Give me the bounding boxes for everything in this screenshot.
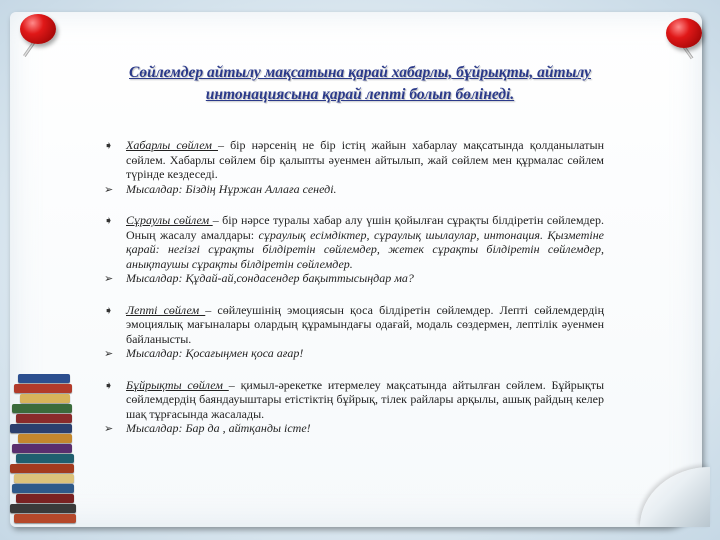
arrowhead-bullet-icon: ➢ xyxy=(104,348,114,360)
arrowhead-bullet-icon: ➢ xyxy=(104,183,114,196)
arrow-bullet-icon: ➧ xyxy=(104,140,114,152)
definition-text xyxy=(126,378,604,422)
example-text: Мысалдар: Қосағыңмен қоса ағар! xyxy=(126,346,304,360)
term: Бұйрықты сөйлем xyxy=(126,377,229,392)
list-item xyxy=(104,421,604,437)
section-imperative xyxy=(104,378,604,437)
definition: – бір нәрсенің не бір істің жайын хабарлау мақсатында қолданылатын сөйлем. Хабарлы сөйлем бір қалыпты әуенмен айтылып, жай сөйлем мен құрмалас сөйлем түрінде кездеседі. xyxy=(126,138,605,181)
arrowhead-bullet-icon: ➢ xyxy=(104,423,114,435)
list-item xyxy=(104,213,604,271)
definition-text xyxy=(126,303,604,347)
arrow-bullet-icon: ➧ xyxy=(104,215,114,227)
definition: – қимыл-әрекетке итермелеу мақсатында айтылған сөйлем. Бұйрықты сөйлемдердің баяндауыштары етістіктің бұйрық, тілек райлары арқылы, ашық райдың келер шақ тұрғасында жасалады. xyxy=(126,377,605,421)
list-item xyxy=(104,182,604,198)
book-stack-icon xyxy=(6,372,86,532)
section-exclamatory xyxy=(104,303,604,362)
list-item xyxy=(104,346,604,362)
arrowhead-bullet-icon: ➢ xyxy=(104,273,114,285)
section-statement xyxy=(104,138,604,197)
definition-text xyxy=(126,138,604,182)
list-item xyxy=(104,271,604,287)
arrow-bullet-icon: ➧ xyxy=(104,379,114,392)
definition-text xyxy=(126,213,604,271)
list-item xyxy=(104,303,604,347)
example-text: Мысалдар: Құдай-ай,сондасендер бақыттысыңдар ма? xyxy=(126,271,414,285)
list-item xyxy=(104,138,604,182)
slide-title: Сөйлемдер айтылу мақсатына қарай хабарлы, бұйрықты, айтылу интонациясына қарай лепті болып бөлінеді. xyxy=(129,64,591,103)
section-question xyxy=(104,213,604,287)
term: Лепті сөйлем xyxy=(126,302,206,317)
definition: – бір нәрсе туралы хабар алу үшін қойылған сұрақты білдіретін сөйлемдер. Оның жасалу амалдары: xyxy=(126,213,604,242)
term: Хабарлы сөйлем xyxy=(126,138,218,152)
arrow-bullet-icon: ➧ xyxy=(104,304,114,317)
term: Сұраулы сөйлем xyxy=(126,213,213,227)
definition: – сөйлеушінің эмоциясын қоса білдіретін сөйлемдер. Лепті сөйлемдердің эмоциялық мағыналары олардың құрамындағы одағай, модаль сөздермен, лептілік әуенмен байланысты. xyxy=(126,302,604,346)
definition-italic: сұраулық есімдіктер, сұраулық шылаулар, интонация. Қызметіне қарай: негізгі сұрақты білдіретін сөйлемдер, жетек сұрақты білдіретін сөйлемдер, анықтаушы сұрақты білдіретін сөйлемдер. xyxy=(126,227,604,271)
list-item xyxy=(104,378,604,422)
example-text: Мысалдар: Бар да , айтқанды істе! xyxy=(126,421,311,435)
content-list xyxy=(104,138,604,453)
example-text: Мысалдар: Біздің Нұржан Аллаға сенеді. xyxy=(126,181,337,196)
